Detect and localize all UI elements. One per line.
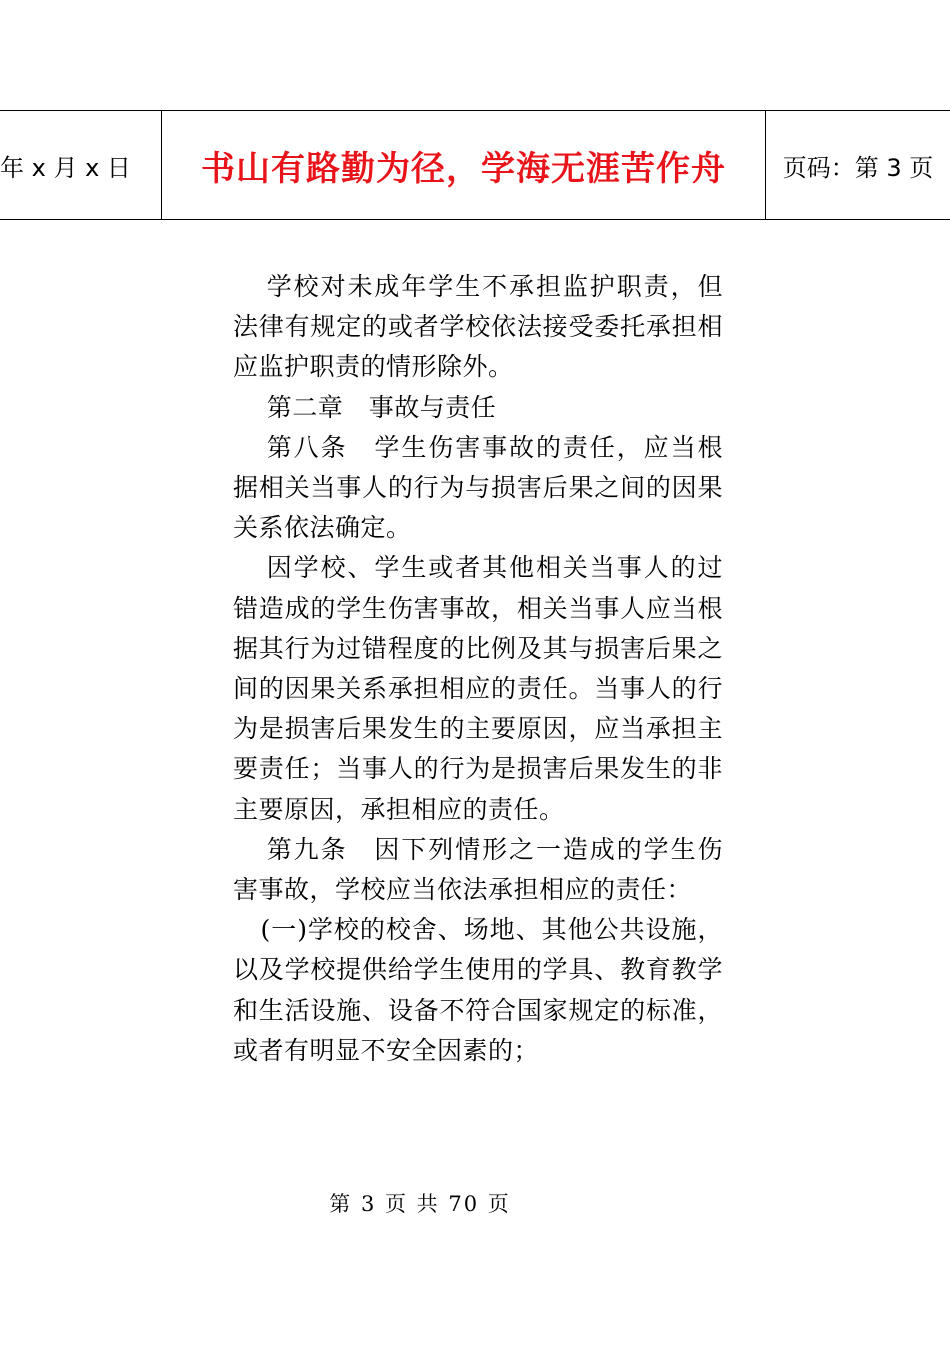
page-footer: 第 3 页 共 70 页 bbox=[329, 1192, 511, 1216]
paragraph-fault-liability: 因学校、学生或者其他相关当事人的过错造成的学生伤害事故，相关当事人应当根据其行为过错程度的比例及其与损害后果之间的因果关系承担相应的责任。当事人的行为是损害后果发生的主要原因，应当承担主要责任；当事人的行为是损害后果发生的非主要原因，承担相应的责任。 bbox=[233, 553, 723, 824]
chapter-heading: 第二章 事故与责任 bbox=[266, 392, 497, 422]
header-date: 年 x 月 x 日 bbox=[0, 111, 162, 219]
header-page-number: 页码：第 3 页 bbox=[782, 153, 934, 182]
page-header bbox=[0, 110, 950, 220]
article-nine: 第九条 因下列情形之一造成的学生伤害事故，学校应当依法承担相应的责任： bbox=[233, 834, 723, 905]
header-motto: 书山有路勤为径，学海无涯苦作舟 bbox=[162, 111, 766, 219]
article-eight: 第八条 学生伤害事故的责任，应当根据相关当事人的行为与损害后果之间的因果关系依法确定。 bbox=[233, 432, 723, 543]
paragraph-guardianship: 学校对未成年学生不承担监护职责，但法律有规定的或者学校依法接受委托承担相应监护职责的情形除外。 bbox=[233, 272, 723, 382]
article-nine-item-one: (一)学校的校舍、场地、其他公共设施，以及学校提供给学生使用的学具、教育教学和生活设施、设备不符合国家规定的标准，或者有明显不安全因素的； bbox=[233, 915, 723, 1065]
document-body bbox=[233, 267, 723, 1071]
